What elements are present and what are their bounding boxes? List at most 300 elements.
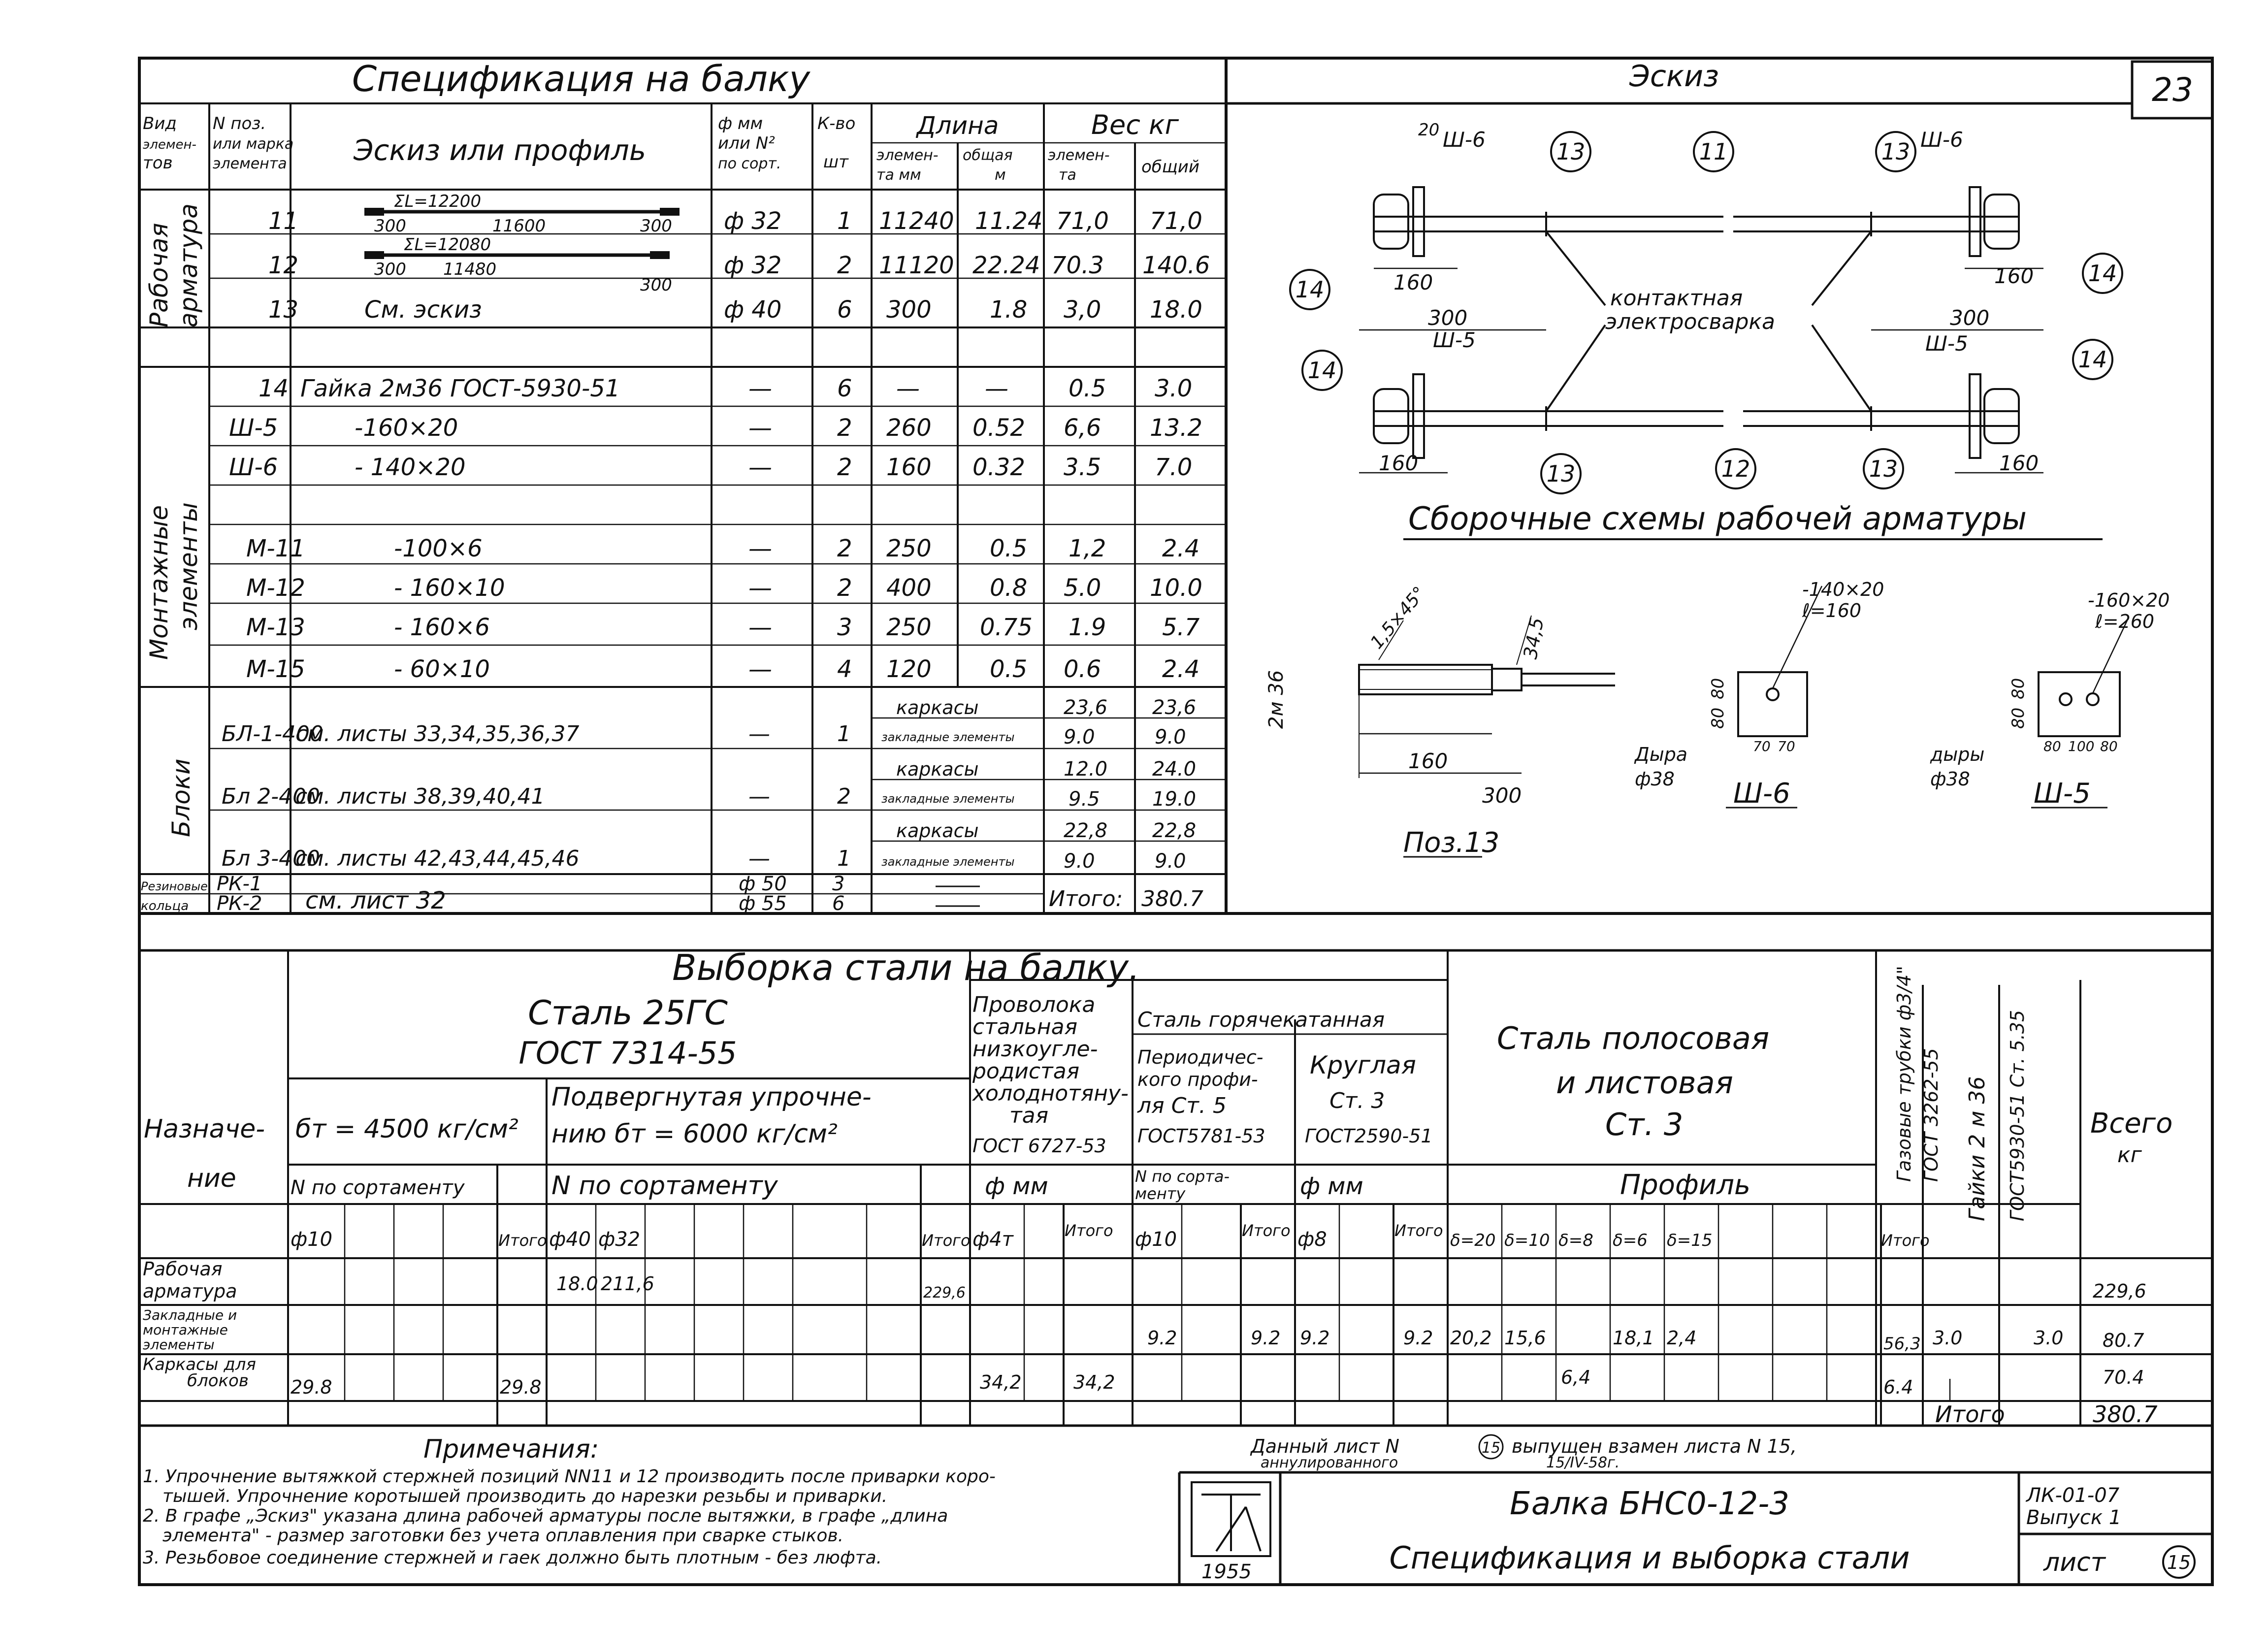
spec-total-label: Итого: (1049, 886, 1123, 912)
note-line-4: элемента" - размер заготовки без учета оплавления при сварке стыков. (162, 1526, 844, 1546)
hdr-kol-2: шт (823, 152, 848, 172)
vyb-r2-per-it: 9.2 (1251, 1327, 1281, 1349)
rebar-sketch-rows (364, 192, 680, 295)
weld-label-2: электросварка (1605, 309, 1775, 334)
label-sh6-right: Ш-6 (1920, 128, 1963, 152)
row13-w-el: 3,0 (1064, 296, 1102, 324)
row11-len-el: 11240 (879, 207, 954, 235)
bl1-z-el: 9.0 (1064, 726, 1095, 749)
profil: Профиль (1620, 1169, 1750, 1201)
row13-len-el: 300 (886, 296, 932, 324)
rowm13-len-ob: 0.75 (980, 614, 1033, 641)
rowm12-kol: 2 (837, 574, 852, 602)
replace-note-num: 15 (1481, 1439, 1501, 1457)
npo2-1: N по сорта- (1135, 1167, 1230, 1186)
rowsh5-w-el: 6,6 (1064, 414, 1102, 442)
vyb-r2-per: 9.2 (1147, 1327, 1177, 1349)
row11-dia: ф 32 (724, 207, 782, 235)
rowm12-len-ob: 0.8 (990, 574, 1028, 602)
rowsh6-len-ob: 0.32 (972, 454, 1025, 481)
vyb-r2-p15: 2,4 (1667, 1327, 1697, 1349)
sigma2-2: нию бт = 6000 кг/см² (551, 1119, 838, 1149)
callout-14-c-num: 14 (1307, 357, 1337, 384)
prov-3: низкоугле- (972, 1037, 1098, 1062)
dim-160-b: 160 (1994, 264, 2034, 288)
spec-row (246, 574, 1202, 602)
hdr-vid-2: элемен- (143, 137, 196, 152)
prov-4: родистая (972, 1059, 1080, 1084)
vyb-r2-p20: 20,2 (1450, 1327, 1492, 1349)
sh5-dim-2: 80 (2009, 707, 2028, 729)
polos-3: Ст. 3 (1605, 1107, 1684, 1142)
rowsh6-w-el: 3.5 (1064, 454, 1102, 481)
row11-w-el: 71,0 (1056, 207, 1109, 235)
sh6-dim-2: 80 (1708, 707, 1728, 729)
hdr-dlina: Длина (916, 111, 999, 140)
rowsh5-profile: -160×20 (355, 414, 458, 442)
period-1: Периодичес- (1137, 1046, 1264, 1068)
group-montazh-2: элементы (174, 502, 203, 630)
hdr-dlina-ob-1: общая (963, 147, 1013, 164)
spec-row (229, 414, 1202, 442)
vyb-r1-total: 229,6 (2093, 1280, 2146, 1302)
hdr-dlina-el-1: элемен- (876, 147, 939, 164)
itogo-kr: Итого (1394, 1221, 1443, 1240)
hdr-ves-ob: общий (1141, 157, 1199, 177)
spec-row (246, 614, 1200, 641)
bl2-k-ob: 24.0 (1152, 758, 1197, 781)
spec-block-row (222, 696, 1196, 749)
r11-mid-len: 11600 (492, 216, 546, 236)
bl3-profile: см. листы 42,43,44,45,46 (295, 846, 580, 871)
label-sh6-left: Ш-6 (1443, 128, 1486, 152)
vsego-2: кг (2117, 1142, 2142, 1168)
rowsh6-w-ob: 7.0 (1155, 454, 1193, 481)
naznach-1: Назначе- (144, 1114, 265, 1144)
note-line-1: 1. Упрочнение вытяжкой стержней позиций NN11 и 12 производить после приварки коро- (143, 1466, 996, 1487)
prov-5: холоднотяну- (972, 1081, 1129, 1106)
sigma1: бт = 4500 кг/см² (295, 1114, 518, 1144)
row12-len-el: 11120 (879, 252, 954, 279)
poz13-chamfer: 1,5×45° (1366, 583, 1430, 653)
spec-row (246, 655, 1199, 683)
row14-len-el: — (896, 375, 920, 402)
group-rezin-2: кольца (141, 899, 189, 913)
row14-dia: — (748, 375, 772, 402)
bl1-profile: см. листы 33,34,35,36,37 (295, 721, 580, 747)
hdr-dlina-el-2: та мм (876, 166, 921, 184)
vyb-r2-total: 80.7 (2103, 1330, 2144, 1351)
sub-s2a: ф40 (549, 1228, 591, 1251)
r12-left-len: 300 (374, 260, 406, 279)
stamp-issue: Выпуск 1 (2026, 1506, 2122, 1529)
bl2-dia: — (748, 784, 770, 809)
rk2-kol: 6 (832, 892, 845, 915)
prov-1: Проволока (972, 992, 1096, 1017)
spec-block-row (222, 819, 1196, 873)
sh5-dim-h1: 80 (2043, 738, 2061, 754)
rowm13-len-el: 250 (886, 614, 932, 641)
sh5-spec-1: -160×20 (2088, 589, 2170, 611)
row11-w-ob: 71,0 (1150, 207, 1202, 235)
hdr-vid-1: Вид (143, 114, 177, 133)
vyb-total-label: Итого (1935, 1401, 2005, 1428)
rowm12-profile: - 160×10 (394, 574, 505, 602)
krug-2: Ст. 3 (1329, 1088, 1385, 1113)
replace-note-1: Данный лист N (1251, 1435, 1399, 1457)
assembly-caption: Сборочные схемы рабочей арматуры (1408, 501, 2027, 537)
vyb-r1-c32: 211,6 (601, 1273, 654, 1295)
period-3: ля Ст. 5 (1137, 1093, 1227, 1118)
sort2: N по сортаменту (551, 1171, 778, 1201)
rowm15-w-ob: 2.4 (1162, 655, 1200, 683)
note-line-3: 2. В графе „Эскиз" указана длина рабочей арматуры после вытяжки, в графе „длина (143, 1506, 948, 1526)
row13-dia: ф 40 (724, 296, 782, 324)
bl2-profile: см. листы 38,39,40,41 (295, 784, 545, 809)
hdr-npoz-1: N поз. (213, 114, 266, 133)
eskiz-panel (1226, 59, 2212, 859)
r12-right-len: 300 (640, 275, 672, 295)
rowm11-dia: — (748, 535, 772, 562)
row11-poz: 11 (268, 207, 299, 235)
sh6-spec-1: -140×20 (1802, 579, 1884, 600)
poz13-detail (1359, 616, 1615, 857)
rings-profile: см. лист 32 (305, 887, 446, 914)
rowsh6-len-el: 160 (886, 454, 932, 481)
bl2-kol: 2 (837, 784, 851, 809)
fmm2: ф мм (1300, 1172, 1363, 1200)
notes-title: Примечания: (423, 1434, 599, 1464)
row14-len-ob: — (985, 375, 1008, 402)
rowsh6-kol: 2 (837, 454, 852, 481)
row12-len-ob: 22.24 (972, 252, 1040, 279)
prov-2: стальная (972, 1014, 1078, 1040)
row14-poz: 14 (259, 375, 289, 402)
ring-dashes (936, 886, 980, 906)
rowm13-w-el: 1.9 (1069, 614, 1106, 641)
polos-2: и листовая (1556, 1065, 1733, 1101)
sh5-caption: Ш-5 (2034, 778, 2091, 810)
stamp-title-2: Спецификация и выборка стали (1389, 1540, 1910, 1576)
sh6-spec-2: ℓ=160 (1802, 600, 1862, 621)
sub-s1: ф10 (291, 1228, 333, 1251)
bl3-poz: Бл 3-400 (222, 846, 321, 871)
row13-profile: См. эскиз (364, 296, 482, 324)
rowsh5-len-el: 260 (886, 414, 932, 442)
vyb-r3-pr: 34,2 (980, 1371, 1022, 1393)
rowsh6-dia: — (748, 454, 772, 481)
dim-300-b: 300 (1950, 306, 1990, 330)
rowm12-len-el: 400 (886, 574, 932, 602)
poz13-dim-160: 160 (1408, 749, 1448, 773)
sub-p8: δ=8 (1558, 1231, 1593, 1250)
row14-w-el: 0.5 (1069, 375, 1106, 402)
rowm13-profile: - 160×6 (394, 614, 490, 641)
spec-headers (143, 109, 1199, 184)
sh6-hole-2: ф38 (1635, 768, 1675, 790)
itogo-per: Итого (1242, 1221, 1291, 1240)
poz13-dim-300: 300 (1482, 783, 1522, 808)
vsego-1: Всего (2090, 1107, 2173, 1140)
itogo-prov: Итого (1065, 1221, 1113, 1240)
vyb-r2-name-2: монтажные (143, 1322, 228, 1338)
row11-kol: 1 (837, 207, 852, 235)
callout-13-a-num: 13 (1556, 138, 1586, 165)
group-bloki: Блоки (167, 758, 195, 837)
polos-1: Сталь полосовая (1497, 1020, 1770, 1056)
vyb-r2-kr: 9.2 (1300, 1327, 1330, 1349)
rowm12-w-el: 5.0 (1064, 574, 1102, 602)
vyborka-title: Выборка стали на балку. (672, 947, 1140, 988)
spec-title: Спецификация на балку (352, 58, 810, 99)
bl1-z-ob: 9.0 (1155, 726, 1186, 749)
sort1: N по сортаменту (291, 1176, 465, 1199)
callout-14-d-num: 14 (2078, 346, 2107, 373)
dim-160-c: 160 (1379, 451, 1419, 475)
vyb-r2-name-3: элементы (143, 1336, 215, 1353)
rowsh6-poz: Ш-6 (229, 454, 278, 481)
vyb-r1-it25b: 229,6 (923, 1284, 966, 1302)
hdr-eskiz: Эскиз или профиль (353, 133, 647, 167)
spec-groups (141, 203, 208, 913)
sh5-dim-h2: 100 (2068, 738, 2095, 754)
stamp-list-label: лист (2043, 1548, 2106, 1577)
sh6-dim-h1: 70 (1753, 738, 1771, 754)
note-line-5: 3. Резьбовое соединение стержней и гаек должно быть плотным - без люфта. (143, 1548, 882, 1568)
itogo-25a: Итого (498, 1231, 547, 1250)
vyb-total-value: 380.7 (2093, 1401, 2158, 1428)
row12-poz: 12 (268, 252, 299, 279)
bl2-k-label: каркасы (896, 758, 979, 780)
spec-row (246, 535, 1199, 562)
institute-logo (1192, 1482, 1270, 1556)
itogo-25b: Итого (922, 1231, 971, 1250)
rowm11-poz: М-11 (246, 535, 305, 562)
vyb-r1-c40: 18.0 (556, 1273, 598, 1295)
replace-note-2: выпущен взамен листа N 15, (1512, 1435, 1797, 1457)
rk2-dia: ф 55 (739, 892, 787, 915)
rowm13-kol: 3 (837, 614, 852, 641)
r11-total-len: ΣL=12200 (394, 192, 482, 211)
replace-note-3: аннулированного (1261, 1454, 1398, 1471)
krug-1: Круглая (1310, 1051, 1416, 1079)
poz13-thread: 2м 36 (1265, 670, 1288, 729)
rowm11-w-el: 1,2 (1069, 535, 1106, 562)
weld-label-1: контактная (1610, 286, 1743, 311)
spec-row (268, 296, 1202, 324)
vyb-r2-gaz: 3.0 (1933, 1327, 1963, 1349)
poz13-caption: Поз.13 (1403, 827, 1500, 859)
rowm13-poz: М-13 (246, 614, 305, 641)
row13-kol: 6 (837, 296, 852, 324)
sh5-hole-2: ф38 (1930, 768, 1970, 790)
stal25-2: ГОСТ 7314-55 (518, 1035, 737, 1071)
vyb-r2-gaiki: 3.0 (2034, 1327, 2064, 1349)
rowm11-len-el: 250 (886, 535, 932, 562)
sheet-number: 23 (2152, 71, 2193, 109)
rowsh5-len-ob: 0.52 (972, 414, 1025, 442)
krug-3: ГОСТ2590-51 (1305, 1125, 1433, 1147)
hdr-ves: Вес кг (1091, 109, 1179, 140)
vyb-r2-name-1: Закладные и (143, 1307, 237, 1323)
sh5-hole-1: дыры (1930, 744, 1985, 765)
stamp-list-num: 15 (2167, 1552, 2191, 1573)
callout-11-num: 11 (1699, 138, 1728, 165)
bl3-k-label: каркасы (896, 820, 979, 842)
itogo-col-headers (498, 1221, 1930, 1250)
bl2-z-el: 9.5 (1069, 788, 1100, 811)
group-rabochaya-1: Рабочая (145, 223, 173, 327)
vyb-r3-pr-it: 34,2 (1073, 1371, 1115, 1393)
vyb-r1-name-2: арматура (143, 1280, 237, 1302)
rowm12-dia: — (748, 574, 772, 602)
bl1-k-label: каркасы (896, 697, 979, 718)
vyb-r2-p10: 15,6 (1504, 1327, 1546, 1349)
hdr-kol-1: К-во (817, 114, 856, 133)
callout-13-c-num: 13 (1546, 460, 1576, 487)
sh6-caption: Ш-6 (1733, 778, 1790, 810)
rowsh6-profile: - 140×20 (355, 454, 466, 481)
vyb-r3-it25a: 29.8 (500, 1376, 542, 1398)
rowm15-profile: - 60×10 (394, 655, 490, 683)
rowm11-kol: 2 (837, 535, 852, 562)
r11-right-len: 300 (640, 216, 672, 236)
npo2-2: менту (1135, 1184, 1186, 1203)
bl1-poz: БЛ-1-400 (222, 721, 324, 747)
rowm12-w-ob: 10.0 (1150, 574, 1202, 602)
rowsh5-w-ob: 13.2 (1150, 414, 1202, 442)
spec-block-row (222, 758, 1196, 811)
rowm15-len-ob: 0.5 (990, 655, 1028, 683)
rowm15-poz: М-15 (246, 655, 305, 683)
row13-poz: 13 (268, 296, 299, 324)
prov-7: ГОСТ 6727-53 (972, 1135, 1106, 1157)
rk1-dia: ф 50 (739, 873, 787, 895)
rowsh5-poz: Ш-5 (229, 414, 278, 442)
row12-dia: ф 32 (724, 252, 782, 279)
bl1-z-label: закладные элементы (881, 730, 1015, 744)
sub-s2b: ф32 (598, 1228, 641, 1251)
row13-w-ob: 18.0 (1150, 296, 1202, 324)
rowm13-dia: — (748, 614, 772, 641)
sub-p20: δ=20 (1450, 1231, 1496, 1250)
vyb-r2-p-it: 56,3 (1883, 1334, 1921, 1354)
stamp-title-1: Балка БНС0-12-3 (1509, 1486, 1790, 1522)
note-line-2: тышей. Упрочнение коротышей производить до нарезки резьбы и приварки. (162, 1486, 888, 1506)
hdr-dia-1: ф мм (718, 114, 763, 133)
group-rezin-1: Резиновые (141, 879, 208, 893)
hdr-npoz-2: или марка (213, 135, 294, 153)
r12-mid-len: 11480 (443, 260, 497, 279)
vyb-r3-total: 70.4 (2103, 1367, 2144, 1388)
gor: Сталь горячекатанная (1137, 1008, 1385, 1032)
hdr-ves-el-2: та (1059, 166, 1076, 184)
r11-left-len: 300 (374, 216, 406, 236)
sigma2-1: Подвергнутая упрочне- (551, 1082, 872, 1112)
fmm1: ф мм (985, 1172, 1048, 1200)
spec-row (259, 375, 1192, 402)
hdr-dia-3: по сорт. (718, 155, 781, 172)
bl3-z-ob: 9.0 (1155, 850, 1186, 873)
row14-kol: 6 (837, 375, 852, 402)
bl1-kol: 1 (837, 721, 851, 747)
logo-year: 1955 (1201, 1561, 1252, 1583)
sub-s4: ф10 (1135, 1228, 1177, 1251)
prov-6: тая (1009, 1103, 1049, 1128)
bl2-k-el: 12.0 (1064, 758, 1108, 781)
rowm12-poz: М-12 (246, 574, 305, 602)
vyborka-text (143, 947, 2172, 1428)
vyb-r2-kr-it: 9.2 (1403, 1327, 1433, 1349)
rk1-kol: 3 (832, 873, 845, 895)
rowsh5-kol: 2 (837, 414, 852, 442)
period-4: ГОСТ5781-53 (1137, 1125, 1265, 1147)
vyb-r2-p6: 18,1 (1613, 1327, 1654, 1349)
itogo-prof: Итого (1881, 1231, 1930, 1250)
vyb-r3-p-it: 6.4 (1883, 1376, 1913, 1398)
dim-300-a: 300 (1428, 306, 1468, 330)
sh5-spec-2: ℓ=260 (2095, 611, 2155, 632)
spec-total-value: 380.7 (1141, 886, 1203, 912)
sh6-dim-h2: 70 (1778, 738, 1795, 754)
bl2-z-ob: 19.0 (1152, 788, 1197, 811)
label-sh5-left: Ш-5 (1433, 328, 1476, 352)
callout-14-a-num: 14 (1295, 276, 1325, 303)
hdr-npoz-3: элемента (213, 155, 287, 172)
sh6-hole-1: Дыра (1635, 744, 1688, 765)
rowm11-w-ob: 2.4 (1162, 535, 1200, 562)
rowm15-dia: — (748, 655, 772, 683)
bl3-z-label: закладные элементы (881, 855, 1015, 869)
gaiki-2: ГОСТ5930-51 Ст. 5.35 (2007, 1009, 2028, 1221)
row14-w-ob: 3.0 (1155, 375, 1193, 402)
bl3-kol: 1 (837, 846, 851, 871)
bl2-z-label: закладные элементы (881, 792, 1015, 806)
bl2-poz: Бл 2-400 (222, 784, 321, 809)
hdr-dlina-ob-2: м (995, 166, 1006, 184)
bl3-k-el: 22,8 (1064, 819, 1108, 842)
callout-12-num: 12 (1721, 456, 1750, 482)
stamp-code: ЛК-01-07 (2026, 1484, 2120, 1507)
row11-len-ob: 11.24 (975, 207, 1043, 235)
sub-p10: δ=10 (1504, 1231, 1550, 1250)
dim-20: 20 (1418, 120, 1440, 140)
row14-profile: Гайка 2м36 ГОСТ-5930-51 (300, 375, 620, 402)
vyb-r3-c10: 29.8 (291, 1376, 332, 1398)
sh5-dim-h3: 80 (2100, 738, 2118, 754)
hdr-vid-3: тов (143, 153, 173, 173)
row13-len-ob: 1.8 (990, 296, 1028, 324)
sh5-dim-1: 80 (2009, 678, 2028, 699)
vyb-r1-name-1: Рабочая (143, 1258, 223, 1280)
stal25-1: Сталь 25ГС (528, 994, 728, 1033)
rowm15-w-el: 0.6 (1064, 655, 1102, 683)
group-rabochaya-2: арматура (174, 203, 203, 327)
row12-w-el: 70.3 (1051, 252, 1104, 279)
bl1-k-ob: 23,6 (1152, 696, 1197, 719)
sub-p6: δ=6 (1613, 1231, 1648, 1250)
rowsh5-dia: — (748, 414, 772, 442)
rowm13-w-ob: 5.7 (1162, 614, 1200, 641)
vyb-r3-name-2: блоков (187, 1371, 249, 1391)
naznach-2: ние (187, 1164, 236, 1193)
hdr-ves-el-1: элемен- (1048, 147, 1110, 164)
callout-13-b-num: 13 (1881, 138, 1911, 165)
callout-14-b-num: 14 (2088, 260, 2117, 287)
gaiki-1: Гайки 2 м 36 (1965, 1076, 1990, 1221)
sub-s5: ф8 (1297, 1228, 1327, 1251)
bl1-k-el: 23,6 (1064, 696, 1108, 719)
